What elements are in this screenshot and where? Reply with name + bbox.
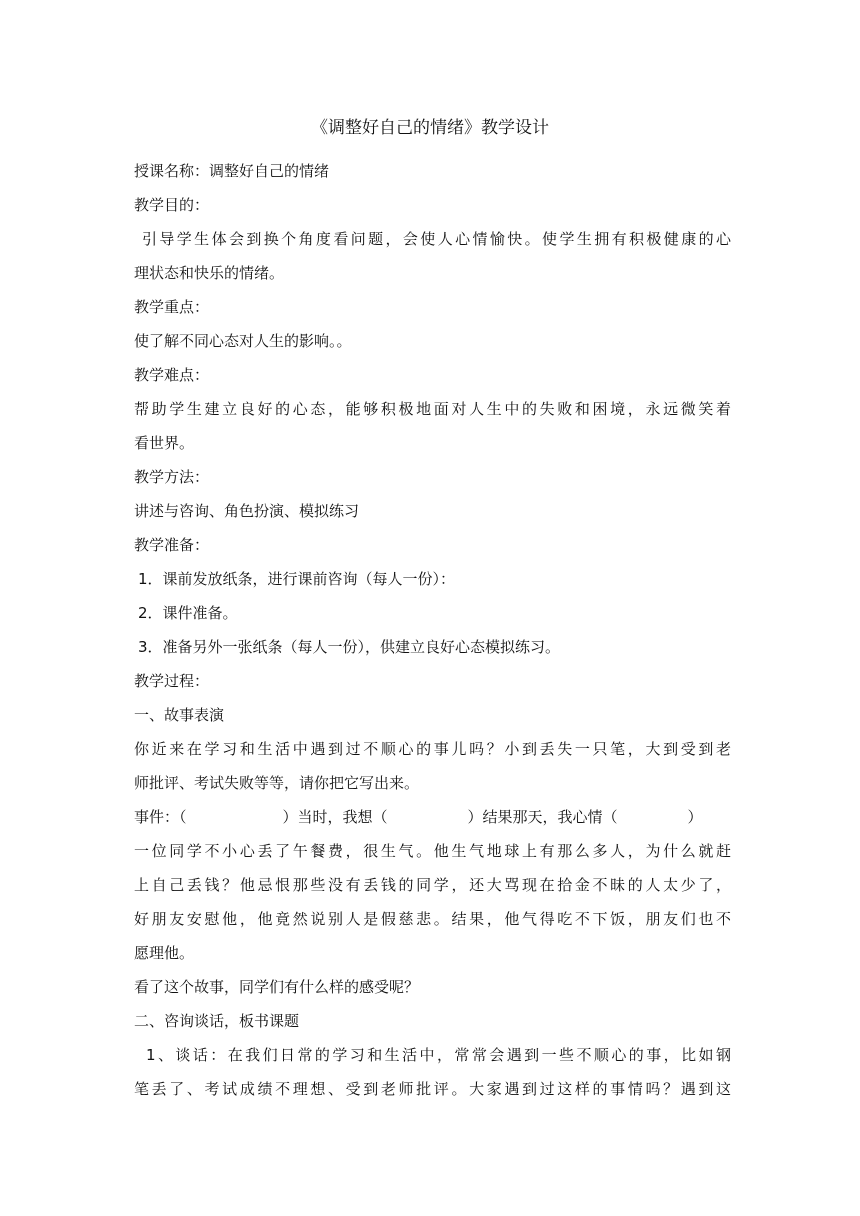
teaching-goal-heading: 教学目的： (134, 196, 210, 214)
key-points-text: 使了解不同心态对人生的影响。。 (134, 332, 352, 350)
document-title: 《调整好自己的情绪》教学设计 (311, 118, 549, 138)
story-question: 看了这个故事，同学们有什么样的感受呢？ (134, 978, 420, 996)
teaching-goal-text-line: 引导学生体会到换个角度看问题，会使人心情愉快。使学生拥有积极健康的心 (142, 230, 731, 248)
story-text-line: 好朋友安慰他，他竟然说别人是假慈悲。结果，他气得吃不下饭，朋友们也不 (134, 910, 731, 928)
teaching-method-heading: 教学方法： (134, 468, 210, 486)
story-prompt-line: 你近来在学习和生活中遇到过不顺心的事儿吗？小到丢失一只笔，大到受到老 (134, 740, 731, 758)
process-heading: 教学过程： (134, 672, 210, 690)
key-points-heading: 教学重点： (134, 298, 210, 316)
preparation-heading: 教学准备： (134, 536, 210, 554)
story-text-line: 愿理他。 (134, 944, 195, 962)
course-name-line: 授课名称：调整好自己的情绪 (134, 162, 330, 180)
document-body (134, 154, 731, 1106)
consult-text-line: 笔丢了、考试成绩不理想、受到老师批评。大家遇到过这样的事情吗？遇到这 (134, 1080, 731, 1098)
closing-paren: ） (687, 808, 703, 826)
mood-label: ）结果那天，我心情（ (467, 808, 618, 826)
story-text-line: 上自己丢钱？他忌恨那些没有丢钱的同学，还大骂现在拾金不昧的人太少了， (134, 876, 731, 894)
teaching-goal-text-line: 理状态和快乐的情绪。 (134, 264, 285, 282)
thought-label: ）当时，我想（ (282, 808, 388, 826)
fill-in-line (134, 800, 731, 834)
difficult-points-text-line: 看世界。 (134, 434, 195, 452)
story-text-line: 一位同学不小心丢了午餐费，很生气。他生气地球上有那么多人，为什么就赶 (134, 842, 731, 860)
preparation-item: 1．课前发放纸条，进行课前咨询（每人一份）： (138, 570, 456, 588)
preparation-item: 2．课件准备。 (138, 604, 238, 622)
event-label: 事件：（ (134, 808, 187, 826)
difficult-points-heading: 教学难点： (134, 366, 210, 384)
story-prompt-line: 师批评、考试失败等等，请你把它写出来。 (134, 774, 420, 792)
teaching-method-text: 讲述与咨询、角色扮演、模拟练习 (134, 502, 360, 520)
section-heading-consult: 二、咨询谈话，板书课题 (134, 1012, 300, 1030)
preparation-item: 3．准备另外一张纸条（每人一份），供建立良好心态模拟练习。 (138, 638, 561, 656)
consult-text-line: 1、谈话：在我们日常的学习和生活中，常常会遇到一些不顺心的事，比如钢 (146, 1046, 731, 1064)
difficult-points-text-line: 帮助学生建立良好的心态，能够积极地面对人生中的失败和困境，永远微笑着 (134, 400, 731, 418)
section-heading-story: 一、故事表演 (134, 706, 225, 724)
